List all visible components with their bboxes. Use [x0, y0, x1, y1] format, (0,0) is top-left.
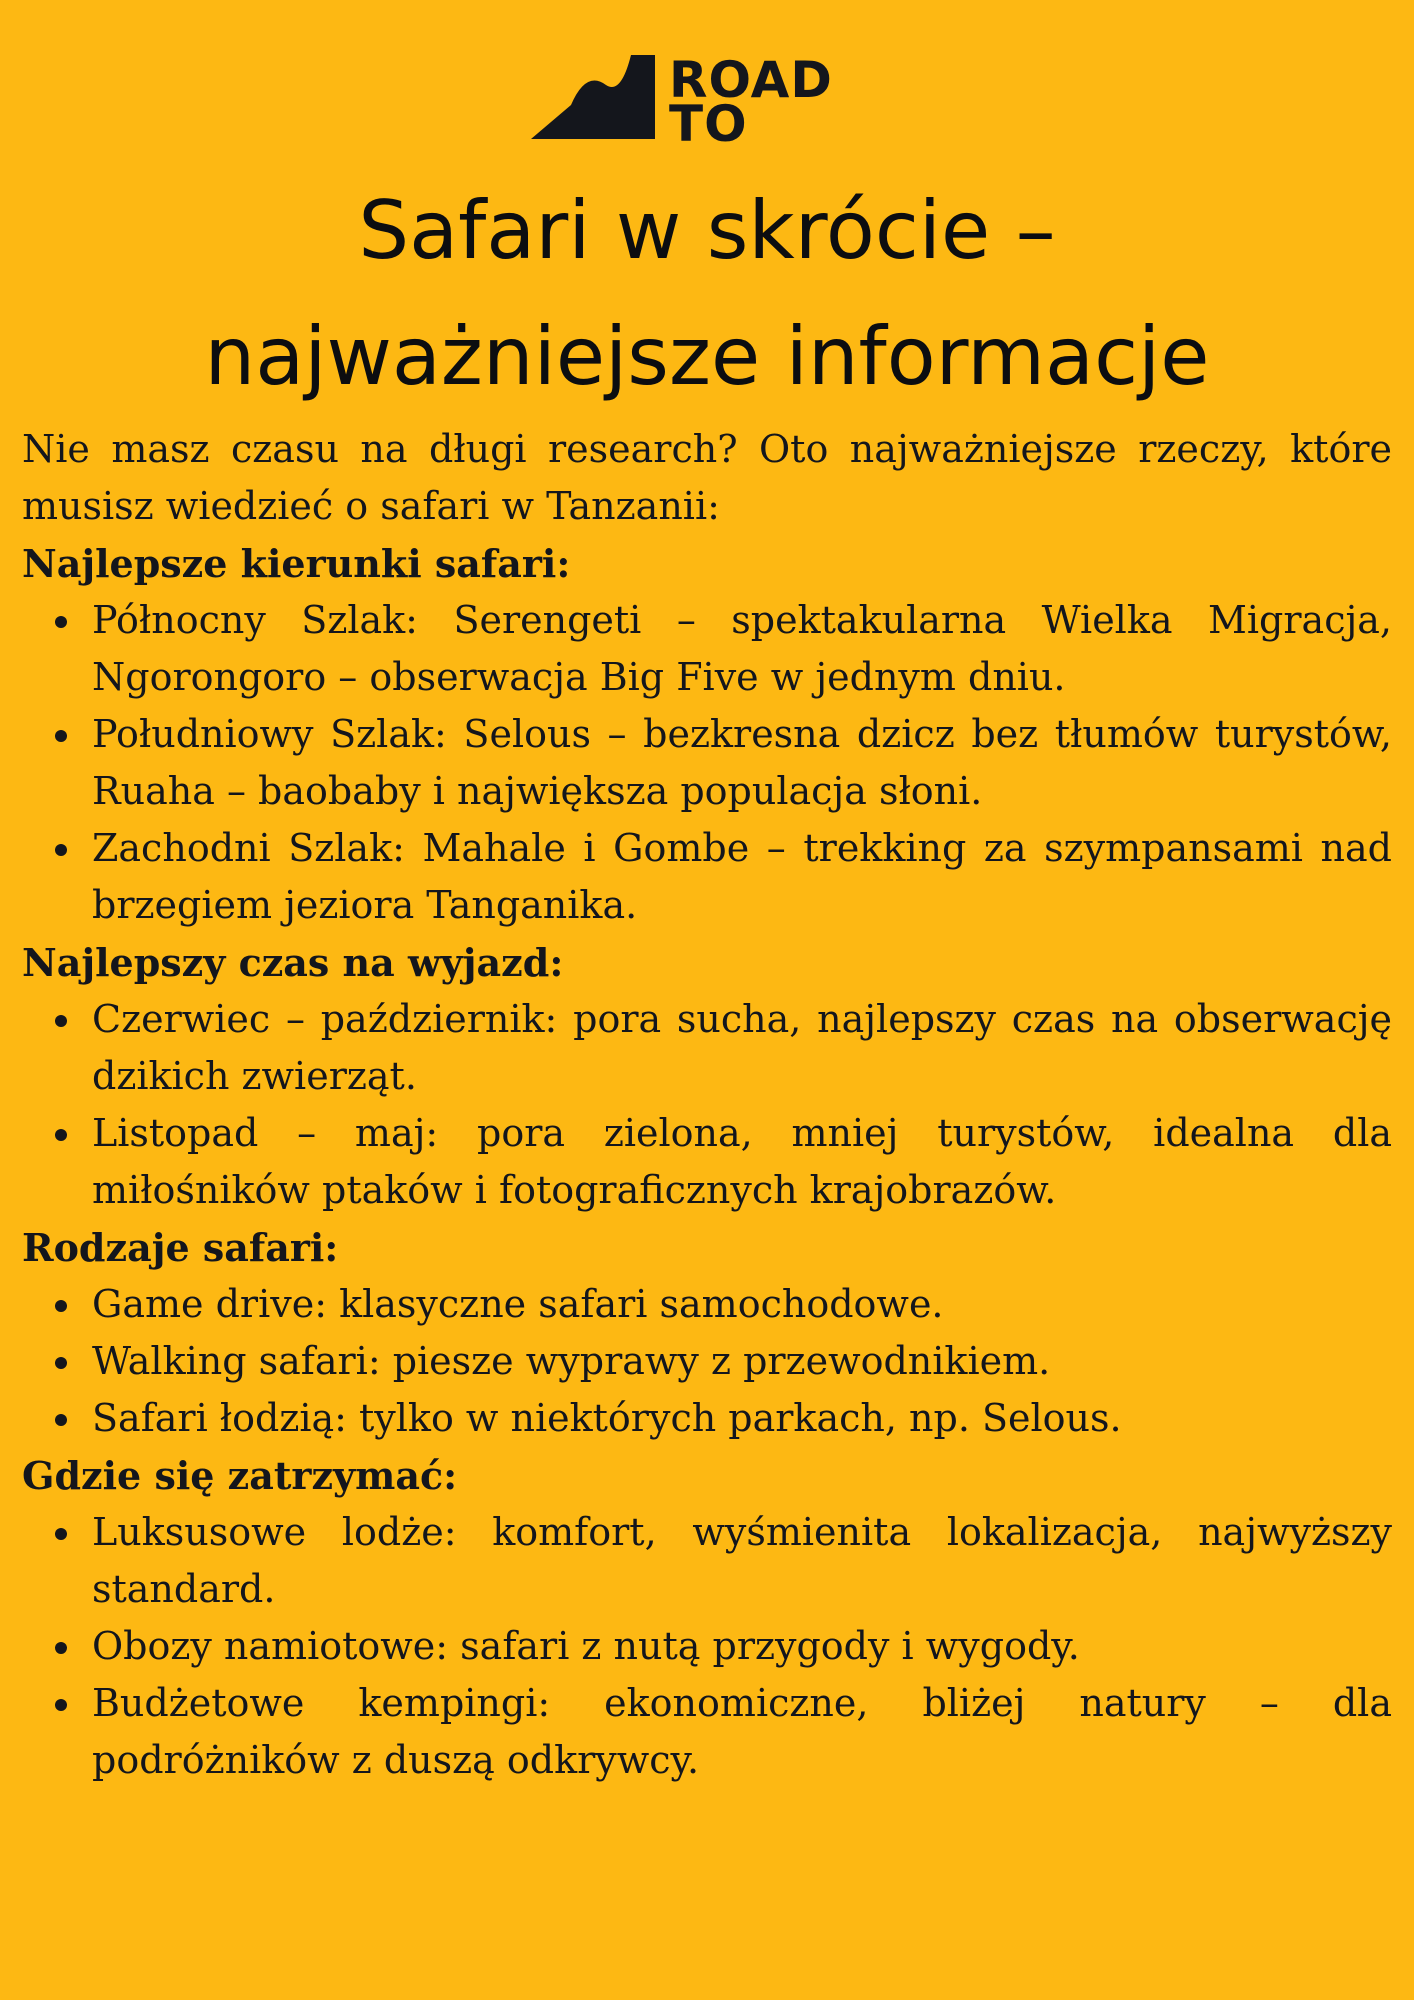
article-body — [22, 421, 1392, 1789]
list-item — [22, 1276, 1392, 1333]
list-item — [22, 1675, 1392, 1789]
list-item-text: Budżetowe kempingi: ekonomiczne, bliżej natury – dla podróżników z duszą odkrywcy. — [92, 1681, 1392, 1782]
bullet-icon — [55, 1642, 67, 1654]
page-title-line-1: Safari w skrócie – — [358, 184, 1056, 277]
list-item — [22, 1390, 1392, 1447]
list-item-text: Walking safari: piesze wyprawy z przewodnikiem. — [92, 1339, 1051, 1383]
safari-types-list — [22, 1276, 1392, 1447]
bullet-icon — [55, 1129, 67, 1141]
section-heading-best-time: Najlepszy czas na wyjazd: — [22, 940, 564, 985]
list-item-text: Południowy Szlak: Selous – bezkresna dzicz bez tłumów turystów, Ruaha – baobaby i największa populacja słoni. — [92, 712, 1392, 813]
page-title — [22, 168, 1392, 420]
list-item-text: Północny Szlak: Serengeti – spektakularna Wielka Migracja, Ngorongoro – obserwacja Big Five w jednym dniu. — [92, 598, 1392, 699]
list-item-text: Zachodni Szlak: Mahale i Gombe – trekking za szympansami nad brzegiem jeziora Tanganika. — [92, 826, 1392, 927]
section-heading-safari-types: Rodzaje safari: — [22, 1225, 339, 1270]
bullet-icon — [55, 1699, 67, 1711]
bullet-icon — [55, 1300, 67, 1312]
list-item-text: Safari łodzią: tylko w niektórych parkach, np. Selous. — [92, 1396, 1122, 1440]
intro-paragraph: Nie masz czasu na długi research? Oto najważniejsze rzeczy, które musisz wiedzieć o safari w Tanzanii: — [22, 427, 1392, 528]
list-item — [22, 991, 1392, 1105]
bullet-icon — [55, 1357, 67, 1369]
bullet-icon — [55, 844, 67, 856]
bullet-icon — [55, 1414, 67, 1426]
section-heading-destinations: Najlepsze kierunki safari: — [22, 541, 571, 586]
list-item-text: Luksusowe lodże: komfort, wyśmienita lokalizacja, najwyższy standard. — [92, 1510, 1392, 1611]
list-item — [22, 1333, 1392, 1390]
bullet-icon — [55, 616, 67, 628]
road-to-logo — [531, 51, 881, 153]
page-title-line-2: najważniejsze informacje — [204, 310, 1210, 403]
list-item — [22, 1105, 1392, 1219]
list-item — [22, 1618, 1392, 1675]
list-item — [22, 592, 1392, 706]
mountain-icon — [531, 55, 661, 141]
bullet-icon — [55, 1528, 67, 1540]
list-item — [22, 706, 1392, 820]
list-item — [22, 820, 1392, 934]
logo-text-to: TO — [669, 95, 748, 153]
list-item — [22, 1504, 1392, 1618]
bullet-icon — [55, 1015, 67, 1027]
bullet-icon — [55, 730, 67, 742]
section-heading-accommodation: Gdzie się zatrzymać: — [22, 1453, 458, 1498]
destinations-list — [22, 592, 1392, 934]
accommodation-list — [22, 1504, 1392, 1789]
best-time-list — [22, 991, 1392, 1219]
list-item-text: Czerwiec – październik: pora sucha, najlepszy czas na obserwację dzikich zwierząt. — [92, 997, 1392, 1098]
list-item-text: Listopad – maj: pora zielona, mniej turystów, idealna dla miłośników ptaków i fotograficznych krajobrazów. — [92, 1111, 1392, 1212]
logo-text-road: ROAD — [669, 51, 833, 109]
list-item-text: Game drive: klasyczne safari samochodowe. — [92, 1282, 944, 1326]
list-item-text: Obozy namiotowe: safari z nutą przygody i wygody. — [92, 1624, 1080, 1668]
